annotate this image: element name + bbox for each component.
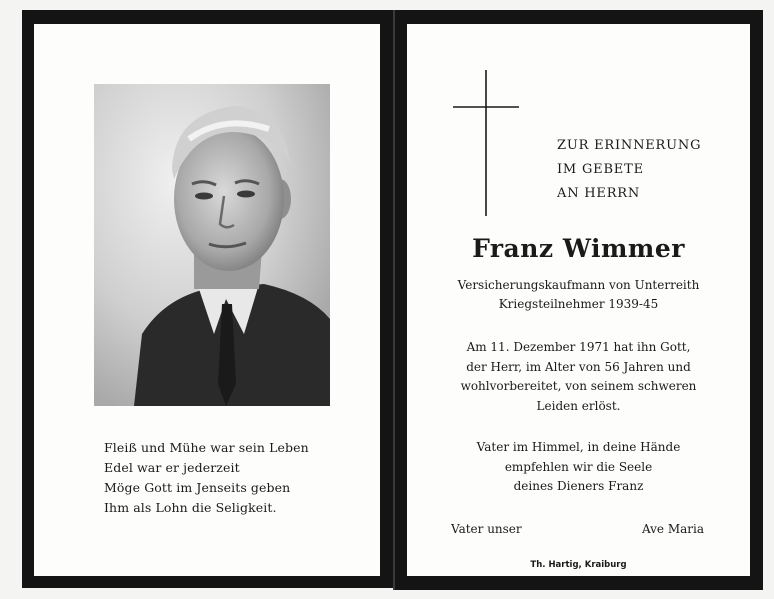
- prayer-line: Vater im Himmel, in deine Hände: [476, 440, 681, 454]
- prayer-line: empfehlen wir die Seele: [504, 459, 653, 474]
- heading-line: AN HERRN: [557, 186, 641, 201]
- death-notice: [407, 338, 750, 416]
- footer-vater-unser: Vater unser: [451, 522, 522, 536]
- prayer-line: deines Dieners Franz: [513, 479, 644, 493]
- printer-credit: Th. Hartig, Kraiburg: [530, 560, 627, 570]
- deceased-name: Franz Wimmer: [472, 234, 685, 263]
- right-card-panel: [407, 24, 750, 576]
- portrait-photo: [94, 84, 330, 406]
- remembrance-heading: [557, 134, 701, 206]
- left-card-panel: [34, 24, 380, 576]
- poem-line: Möge Gott im Jenseits geben: [104, 480, 291, 495]
- poem-line: Ihm als Lohn die Seligkeit.: [104, 500, 277, 515]
- footer-ave-maria: Ave Maria: [641, 522, 704, 536]
- notice-line: Leiden erlöst.: [536, 398, 621, 413]
- subtitle-line: Versicherungskaufmann von Unterreith: [457, 278, 700, 292]
- notice-line: wohlvorbereitet, von seinem schweren: [460, 379, 697, 393]
- right-card: [395, 10, 763, 590]
- heading-line: ZUR ERINNERUNG: [557, 138, 702, 153]
- left-card: [22, 10, 395, 588]
- memorial-poem: [104, 438, 309, 518]
- cross-icon: [451, 68, 521, 218]
- notice-line: der Herr, im Alter von 56 Jahren und: [466, 359, 691, 374]
- heading-line: IM GEBETE: [557, 162, 644, 177]
- poem-line: Fleiß und Mühe war sein Leben: [104, 440, 309, 455]
- notice-line: Am 11. Dezember 1971 hat ihn Gott,: [466, 340, 691, 354]
- prayer-text: [407, 438, 750, 497]
- subtitle-line: Kriegsteilnehmer 1939-45: [498, 297, 659, 311]
- poem-line: Edel war er jederzeit: [104, 460, 240, 475]
- deceased-subtitle: [407, 276, 750, 314]
